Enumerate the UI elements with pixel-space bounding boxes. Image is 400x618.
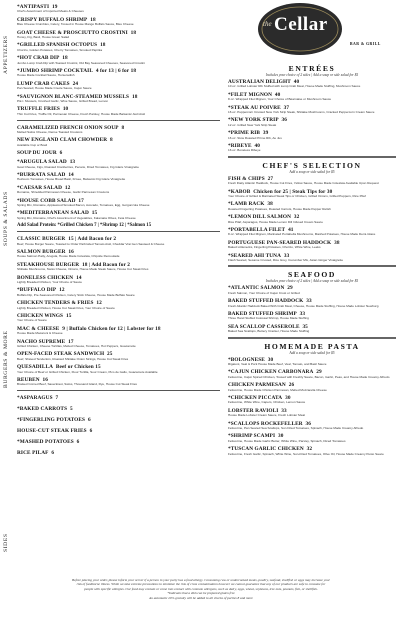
menu-item-price: 6 [59, 150, 63, 157]
menu-item-price: 6 [76, 438, 80, 445]
menu-item [228, 214, 396, 224]
menu-item-title: STEAKHOUSE BURGER [17, 261, 80, 268]
menu-item-title: *JUMBO SHRIMP COCKTAIL [17, 67, 93, 74]
menu-item-price: 13 [69, 159, 76, 166]
menu-item-price: 27 [267, 175, 274, 182]
footer-line: risk of foodborne illness. While we take extreme precautions to minimize the risk of cross contamination however we cannot guarantee that any of our products are safe to consume for [76, 582, 326, 587]
menu-item-price: 18 [90, 16, 96, 23]
menu-item-description: Roasted Fingerling Potatoes, Roasted Carrots, House Made Pepper Relish [228, 207, 331, 211]
menu-item [17, 4, 220, 14]
menu-item-description: 8 oz. Wrapped Filet Mignon, Marinated Portabella Mushrooms, Mashed Potatoes, House Made Demi-Glace [228, 233, 376, 237]
menu-item-description: Beef, Shaved Tenderloin, Roasted Shiitake Onion Strings, House Cut Steak Fries [17, 357, 129, 361]
entrees-subtitle: Includes your choice of 2 sides | Add a soup or side salad for $5 [265, 73, 359, 77]
menu-item-title: *BOLOGNESE [228, 356, 265, 363]
menu-item [228, 382, 396, 392]
menu-item [228, 176, 396, 186]
divider [228, 265, 396, 267]
menu-item-description: Fresh Salmon, Your Choice of Cajun Crust or Grilled [228, 291, 300, 295]
menu-item-price: 7 [55, 395, 59, 402]
menu-item-price: 36 [305, 420, 312, 427]
menu-item-description: Spring Mix, Romaine, Chef's Assortment of Vegetables, Kalamata Olives, Feta Cheese [17, 216, 136, 220]
entrees-title: ENTRÉES [288, 64, 336, 73]
menu-item [228, 369, 396, 379]
footer-line: *Indicates that a dish can be prepared gluten free [167, 591, 235, 596]
menu-item-price: 18 | Add Bacon for 2 [82, 261, 130, 268]
menu-item [228, 324, 396, 334]
menu-item-title: *CHICKEN PICCATA [228, 394, 283, 401]
menu-item-description: Lightly Breaded Chicken, Your Choice of Sauce [17, 280, 83, 284]
menu-item [17, 94, 220, 104]
menu-item-title: *SAUVIGNON BLANC-STEAMED MUSSELS [17, 93, 130, 100]
menu-item-title: SEA SCALLOP CASSEROLE [228, 323, 300, 330]
side-label-burgers-more: BURGERS & MORE [3, 330, 9, 388]
menu-item [17, 198, 220, 208]
menu-item-title: *BUFFALO DIP [17, 287, 57, 294]
menu-item [17, 377, 220, 387]
menu-item-price: 38 [267, 201, 273, 208]
menu-item-title: NACHO SUPREME [17, 338, 66, 345]
menu-item-description: Your Choice of Grilled & Marinated Steak Tips or Chicken, Grilled Onions, Grilled Peppers, Rice Pilaf [228, 194, 366, 198]
footer-line: Before placing your order, please inform your server if a person in your party has a food allergy. Consuming raw or undercooked meats, poultry, seafood, shellfish or eggs may increase your [72, 578, 330, 582]
menu-item-price: 35 [302, 323, 308, 330]
menu-item-price: 26 [288, 382, 295, 389]
seafood-list [228, 285, 396, 334]
menu-item [17, 395, 220, 401]
menu-item-title: *SEARED AHI TUNA [228, 252, 282, 259]
menu-item [17, 150, 220, 156]
menu-item-price: 5 [69, 406, 73, 413]
menu-item-title: *PRIME RIB [228, 130, 261, 137]
menu-item [17, 450, 220, 456]
menu-item [17, 55, 220, 65]
menu-item-price: 39 [262, 130, 269, 137]
menu-item-price: 8 [110, 137, 113, 144]
menu-item-description: Heirloom Tomatoes, House Bread Basil, Frisee, Balsamic Fig Glaze Vinaigrette [17, 178, 126, 182]
menu-item-price: 14 [68, 171, 74, 178]
menu-item-name [17, 417, 220, 423]
menu-item-price: 40 [293, 79, 300, 85]
menu-item-title: HOUSE-CUT STEAK FRIES [17, 427, 87, 434]
menu-item-price: 6 [87, 416, 91, 423]
menu-item [228, 408, 396, 418]
menu-item-description: Jumbo Lump Crab Dip with Toasted Crostini, Old Bay Seasoned Cheeses, Seasoned Crostini [17, 61, 145, 65]
menu-item-description: Shiitake Mushrooms, Swiss Cheese, Onions, House Made Steak Sauce, House Cut Steak Fries [17, 268, 149, 272]
menu-item [17, 30, 220, 40]
menu-item-price: 10 [62, 106, 69, 113]
side-label-soups-salads: SOUPS & SALADS [3, 191, 9, 246]
menu-item-title: NEW ENGLAND CLAM CHOWDER [17, 137, 108, 144]
entrees-list [228, 79, 396, 153]
menu-item-title: CARAMELIZED FRENCH ONION SOUP [17, 124, 119, 131]
menu-item-title: *CAJUN CHICKEN CARBONARA [228, 369, 314, 376]
menu-item-price: 8 [121, 124, 125, 131]
menu-item-price: 38 [334, 239, 340, 246]
menu-item [228, 446, 396, 456]
menu-item-price: 12 [59, 287, 65, 294]
menu-item-title: MAC & CHEESE [17, 325, 60, 332]
menu-item [228, 92, 396, 102]
menu-item-title: *STEAK AU POIVRE [228, 104, 281, 111]
menu-item [17, 313, 220, 323]
menu-item-title: *LAMB RACK [228, 201, 265, 208]
menu-item [228, 227, 396, 237]
menu-item [17, 236, 220, 246]
menu-item-price: 30 [267, 356, 274, 363]
pasta-subtitle: Add a soup or side salad for $5 [289, 350, 335, 355]
menu-item-description: Fresh Atlantic Haddock Baked With Crab Meat, Cheese, House Made Stuffing, House Made Lobster Newburg [228, 304, 379, 308]
menu-item-price: 30 [278, 433, 284, 440]
menu-item-title: CHICKEN WINGS [17, 312, 64, 319]
menu-item-description: Goat Cheese, Figs, Roasted Cranberries, Pecans, Dried Tomatoes, Fig Glaze Vinaigrette [17, 165, 139, 169]
menu-item-price: 29 [316, 369, 322, 376]
menu-item-description: Flash Seared, Sesame Crusted, Rice Grey, Cucumber Mix, Asian Ginger Vinaigrette [228, 258, 344, 262]
menu-item [228, 421, 396, 431]
menu-item-description: Baked Littlenecks, Fingerling Potatoes, Chorizo, White Wine, Leeks [228, 246, 321, 250]
menu-item-title: *MEDITERRANEAN SALAD [17, 210, 89, 217]
divider [228, 337, 396, 339]
menu-item-title: *MASHED POTATOES [17, 438, 74, 445]
menu-item [228, 298, 396, 308]
menu-item-description: P.E.I. Mussels, Crushed Garlic, Wine Sauce, Grilled Bread, Lemon [17, 99, 109, 103]
menu-item-description: Baked Sea Scallops, Buttery Cracker, House Made Stuffing [228, 330, 310, 334]
menu-item-title: SOUP DU JOUR [17, 150, 57, 157]
menu-item-description: 8 oz. Wrapped Filet Mignon, Your Choice of Béarnaise or Mushroom Sauce [228, 98, 332, 102]
menu-item [17, 428, 220, 434]
menu-item [228, 130, 396, 140]
menu-item-title: *RIBEYE [228, 142, 252, 149]
menu-item-price: 25 [107, 351, 113, 358]
menu-item-price: 14 [76, 274, 82, 281]
footer [10, 578, 392, 600]
menu-item [17, 125, 220, 135]
menu-item-name [17, 439, 220, 445]
menu-item-title: *KABOB [228, 188, 251, 195]
menu-item-description: Thin Cut Fries, Truffle Oil, Parmesan Cheese, Fresh Parsley, House Made Balsamic Aioli Aioli [17, 112, 145, 116]
menu-item-price: 37 [283, 104, 290, 111]
menu-item-title: *ANTIPASTI [17, 4, 50, 10]
menu-item-description: Buffalo Dip, Pre-Seasoned Chicken, Celery Stick Cheese, House Made Buffalo Sauce [17, 293, 135, 297]
menu-item-description: Fettuccine, White Wine, Capers, Chicken, Lemon Sauce [228, 401, 306, 405]
menu-item-title: CHICKEN TENDERS & FRIES [17, 300, 94, 307]
menu-item-price: 41 [288, 226, 294, 233]
menu-item-description: Grilled Chicken, Cheese Tortillas, Melted Cheese, Tomatoes, Hot Peppers, Guacamole [17, 344, 136, 348]
menu-item-price: 18 [131, 93, 138, 100]
menu-item-description: Spring Mix, Romaine, Applewood Smoked Bacon, Avocado, Tomatoes, Egg, Gorgonzola Cheese [17, 203, 150, 207]
menu-item [17, 137, 220, 147]
menu-item [228, 433, 396, 443]
menu-item-price: 32 [293, 214, 300, 221]
menu-item-description: Chorizo, Golden Potatoes, Cherry Tomatoes, Smoked Paprika [17, 48, 103, 52]
menu-item-price: 18 [62, 55, 68, 62]
menu-item-description: Bleu Cheese Crumbles, Celery, Tossed in House Mango Buffalo Sauce, Bleu Cheese [17, 23, 134, 27]
menu-item-title: *SCALLOPS ROCKEFELLER [228, 420, 303, 427]
menu-item-title: *CAESAR SALAD [17, 184, 63, 191]
logo-the: the [263, 20, 272, 28]
menu-item-description: 16 oz. Peppercorn Crusted New York Strip Steak, Shiitake Mushrooms, Cracked Peppercorn Cream Sauce [228, 111, 375, 114]
menu-item-description: Fettuccine, House Made Chicken Parmesan, Melted Mozzarella Cheese [228, 388, 327, 392]
menu-item [17, 417, 220, 423]
menu-item-description: Melted Swiss Cheese, Dense Toasted Croutons [17, 130, 83, 134]
menu-item [17, 81, 220, 91]
menu-item-price: 17 [68, 338, 74, 345]
menu-item-price: 36 [281, 117, 288, 124]
menu-item-title: CRISPY BUFFALO SHRIMP [17, 16, 88, 23]
menu-item-price: 16 [68, 248, 74, 255]
menu-item-description: Fettuccine, Fresh Garlic, Spinach, White Wine, Sun-Dried Tomatoes, Olive Oil, House Made Creamy Pesto Sauce [228, 452, 384, 456]
menu-item-description: Fettuccine, Cajun Spiced Chicken, Tossed with Freshly Sauce, Bacon, Garlic, Peas, and House Made Creamy Alfredo [228, 375, 390, 379]
menu-item-description: Available Cup or Bowl [17, 143, 48, 147]
menu-item-title: REUBEN [17, 376, 40, 383]
burgers-list [17, 236, 220, 387]
menu-item-title: *ATLANTIC SALMON [228, 285, 285, 292]
menu-item-title: *BURRATA SALAD [17, 171, 66, 178]
menu-item-price: 16 [42, 376, 49, 383]
divider [17, 120, 220, 121]
salads-list [17, 159, 220, 220]
menu-item [228, 253, 396, 263]
menu-item-title: RICE PILAF [17, 449, 49, 456]
menu-item-price: 33 [283, 252, 290, 259]
menu-item-title: TRUFFLE FRIES [17, 106, 60, 113]
menu-item [17, 172, 220, 182]
menu-item-price: 6 [89, 427, 93, 434]
menu-item-description: Fettuccine, Pan Seared Sea Scallops, Sun Dried Tomatoes, Spinach, House Made Creamy Alfredo [228, 426, 364, 430]
menu-item-description: Your Choice of Sauce [17, 319, 47, 323]
menu-item-title: SALMON BURGER [17, 248, 66, 255]
menu-item-description: Your Choice of Beef or Grilled Chicken, Flour Tortilla, Sour Cream, Pico de Gallo, Guacamole Available [17, 370, 158, 374]
seafood-title: SEAFOOD [288, 270, 336, 280]
menu-item [228, 117, 396, 127]
menu-item-price: 32 [306, 446, 313, 453]
footer-line: An automatic 20% gratuity will be added to all checks of parties 8 and more [149, 595, 253, 600]
menu-item-title: CLASSIC BURGER [17, 236, 66, 243]
menu-item-price: 15 [65, 312, 72, 319]
menu-item-price: 18 [100, 42, 106, 49]
menu-item-name [17, 428, 220, 434]
menu-item-title: CHICKEN PARMESAN [228, 382, 286, 389]
menu-item-title: *ASPARAGUS [17, 395, 53, 402]
menu-item [17, 159, 220, 169]
menu-item [228, 285, 396, 295]
menu-item-name [17, 406, 220, 412]
menu-item [17, 287, 220, 297]
menu-item-description: Beef, House Burger Sauce, Toasted to Order Parbroiled Tomato Aioli, Cheddar Vrai Gen Sauteed & Cheese [17, 242, 165, 246]
menu-item [17, 106, 220, 116]
menu-item-title: *PORTABELLA FILET [228, 226, 286, 233]
divider [228, 156, 396, 158]
menu-item-description: Romaine, Shredded Parmesan Cheese, Garlic Parmesan Croutons [17, 191, 110, 195]
menu-item-price: 33 [306, 298, 312, 305]
menu-item-title: BAKED STUFFED SHRIMP [228, 310, 297, 317]
menu-item-description: Braised Corned Beef, Sauerkraut, Swiss, Thousand Island, Rye, House Cut Steak Fries [17, 383, 137, 387]
menu-item-title: *TUSCAN GARLIC CHICKEN [228, 446, 304, 453]
menu-item [17, 364, 220, 374]
right-column [228, 64, 396, 459]
menu-item [228, 143, 396, 153]
menu-item-description: House Made Cocktail Sauce, Horseradish [17, 74, 75, 78]
menu-item [17, 68, 220, 78]
menu-item-price: 40 [274, 91, 281, 98]
menu-item [228, 105, 396, 115]
menu-item [228, 311, 396, 321]
menu-item [17, 262, 220, 272]
salad-protein-note: Add Salad Protein: *Grilled Chicken 7 | *Shrimp 12 | *Salmon 15 [17, 223, 152, 229]
menu-item-price: Beef or Chicken 15 [55, 364, 101, 371]
menu-item-name [17, 395, 220, 401]
menu-item-price: 17 [78, 197, 84, 204]
menu-item-price: 6 [51, 449, 55, 456]
chefs-title: CHEF'S SELECTION [262, 160, 362, 170]
menu-item [17, 406, 220, 412]
menu-item [228, 240, 396, 250]
menu-item-title: *LEMON DILL SALMON [228, 214, 292, 221]
menu-item [228, 357, 396, 367]
menu-item-title: *NEW YORK STRIP [228, 117, 279, 124]
left-column [17, 4, 220, 461]
menu-item [17, 275, 220, 285]
menu-item-title: *SHRIMP SCAMPI [228, 433, 276, 440]
menu-item-description: Chef's Assortment of Imported Meats & Cheeses [17, 10, 84, 14]
menu-item [228, 395, 396, 405]
menu-item [228, 189, 396, 199]
menu-item-description: Fettuccine, House Made Garlic Butter, White Wine, Parsley, Spinach, Diced Tomatoes [228, 439, 346, 443]
menu-item-title: *FILET MIGNON [228, 91, 273, 98]
menu-item [228, 79, 396, 89]
menu-item [17, 210, 220, 220]
menu-item-price: 33 [299, 310, 306, 317]
divider [17, 231, 220, 232]
menu-item-description: Lightly Breaded Chicken, House Cut Steak Fries, Your Choice of Sauce [17, 306, 115, 310]
appetizers-list [17, 4, 220, 117]
menu-item-price: 33 [281, 407, 287, 414]
logo-name: Cellar [274, 14, 328, 35]
menu-item-title: BONELESS CHICKEN [17, 274, 74, 281]
menu-item-title: LOBSTER RAVIOLI [228, 407, 279, 414]
menu-item-title: PORTUGUESE PAN-SEARED HADDOCK [228, 239, 332, 246]
menu-item-title: *HOUSE COBB SALAD [17, 197, 76, 204]
menu-item [17, 185, 220, 195]
sides-list [17, 395, 220, 456]
soups-list [17, 125, 220, 157]
menu-item-price: 12 [64, 184, 71, 191]
menu-item-title: AUSTRALIAN DELIGHT [228, 79, 291, 85]
menu-item-description: Three Hand Stuffed Colossal Shrimp, House Made Stuffing [228, 317, 309, 321]
menu-item [228, 201, 396, 211]
menu-item-price: Chicken for 25 | Steak Tips for 30 [253, 188, 333, 195]
menu-item-description: Rigatoni, Veal & Pork House Made Beef, Veal, Tomato, and Basil Sauce [228, 362, 327, 366]
menu-item-price: 4 for 13 | 6 for 18 [95, 67, 137, 74]
menu-item-title: OPEN-FACED STEAK SANDWICH [17, 351, 105, 358]
menu-item-name [17, 450, 220, 456]
menu-item-title: LUMP CRAB CAKES [17, 80, 70, 87]
menu-item [17, 17, 220, 27]
menu-item-description: House Made Lobster Cream Sauce, Fresh Lobster Meat [228, 414, 306, 418]
menu-item-price: 29 [287, 285, 293, 292]
footer-line: people with specific allergies. Our food may contain or come into contact with common allergens, such as dairy, eggs, wheat, soybeans, tree nuts, peanuts, fish, or shellfish. [84, 586, 318, 591]
menu-item-title: FISH & CHIPS [228, 175, 265, 182]
menu-item-description: 10 oz. Grilled Lobster Rib Stuffed with Lump Crab Meat, House Made Stuffing, Mushroom Sauce [228, 85, 361, 89]
menu-item-title: *GRILLED SPANISH OCTOPUS [17, 42, 98, 49]
menu-item-price: 12 [96, 300, 102, 307]
menu-item-title: *HOT CRAB DIP [17, 55, 60, 62]
menu-item-description: 16 oz. Boneless Ribeye [228, 149, 261, 153]
menu-item [17, 249, 220, 259]
menu-item-price: 19 [51, 4, 58, 10]
menu-item-price: 18 [130, 29, 137, 36]
menu-item-price: 15 | Add Bacon for 2 [68, 236, 117, 243]
menu-item-title: BAKED STUFFED HADDOCK [228, 298, 304, 305]
pasta-title: HOMEMADE PASTA [264, 341, 360, 351]
menu-item-price: 24 [72, 80, 79, 87]
menu-item-title: *FINGERLING POTATOES [17, 416, 86, 423]
menu-item-name [17, 150, 220, 156]
menu-item-description: 16 oz. Slow Roasted Prime Rib, Au Jus [228, 136, 282, 140]
side-label-appetizers: APPETIZERS [3, 35, 9, 74]
logo-tag: BAR & GRILL [350, 42, 381, 46]
menu-item [17, 351, 220, 361]
menu-item-title: *ARUGULA SALAD [17, 159, 67, 166]
menu-item [17, 300, 220, 310]
menu-item-title: GOAT CHEESE & PROSCIUTTO CROSTINI [17, 29, 128, 36]
chefs-list [228, 176, 396, 263]
divider [17, 390, 220, 391]
menu-item [17, 326, 220, 336]
menu-item-price: 30 [285, 394, 291, 401]
menu-item [17, 339, 220, 349]
menu-item-price: 9 | Buffalo Chicken for 12 | Lobster for 18 [62, 325, 161, 332]
menu-item-description: 12 oz. Grilled New York Strip Steak [228, 123, 277, 127]
menu-item-price: 40 [254, 142, 261, 149]
menu-item-description: Fresh Flaky Atlantic Haddock, House Cut Fries, Yellow Sauce, House Made Coleslaw Available Upon Request [228, 182, 379, 186]
menu-item-description: Honey, Fig, Basil, House Green Salad [17, 36, 70, 39]
menu-item [17, 42, 220, 52]
menu-item [17, 439, 220, 445]
menu-item-description: Pan Seared, House Made Creole Sauce, Cajun Sauce [17, 87, 92, 91]
menu-item-price: 15 [91, 210, 98, 217]
menu-item-description: House Made Macaroni & Cheese [17, 332, 63, 336]
menu-item-title: QUESADILLA [17, 364, 54, 371]
pasta-list [228, 357, 396, 457]
menu-item-description: House Salmon Patty, Arugula, House Made Coleslaw, Chipotle Remoulade [17, 255, 120, 259]
seafood-subtitle: Includes your choice of 2 sides | Add a soup or side salad for $5 [265, 279, 359, 284]
menu-item-description: Rice Pilaf, Asparagus, House Made Lemon Dill Infused Cream Sauce [228, 220, 323, 224]
menu-item-title: *BAKED CARROTS [17, 406, 68, 413]
chefs-subtitle: Add a soup or side salad for $5 [289, 169, 335, 174]
side-label-sides: SIDES [3, 533, 9, 552]
